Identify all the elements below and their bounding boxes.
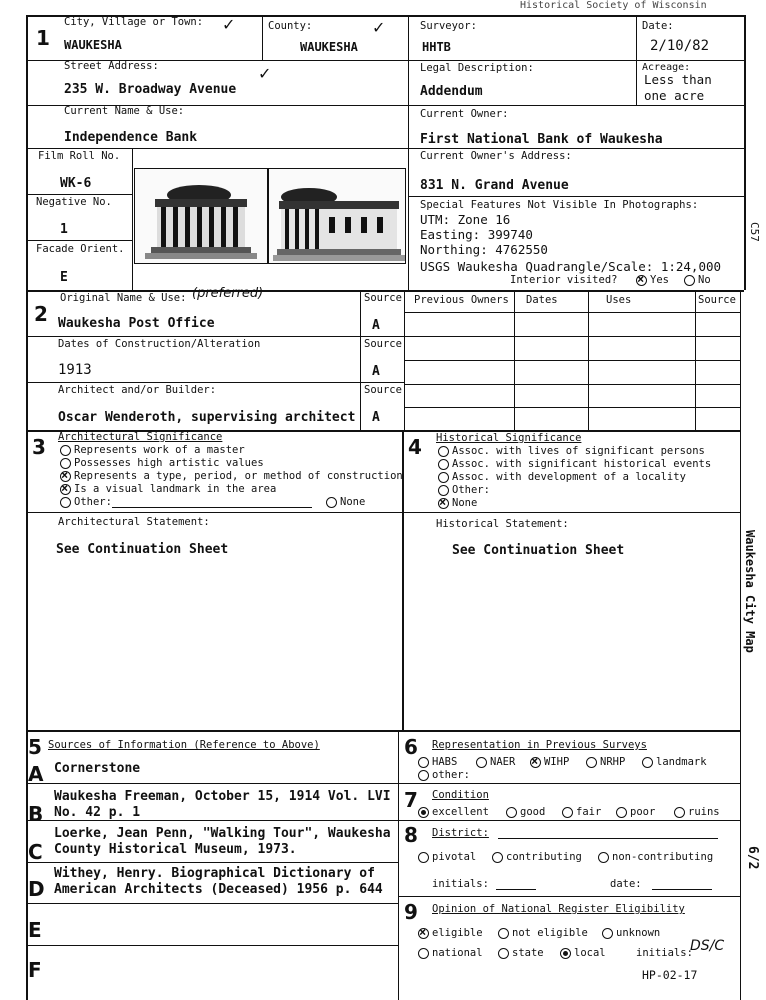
side-map-label: Waukesha City Map	[743, 530, 757, 653]
s1-row4	[408, 196, 744, 197]
radio-empty-icon	[60, 445, 71, 456]
s2-grid-r2	[404, 336, 740, 337]
eligibility-state-label: state	[512, 947, 544, 959]
eligibility-title: Opinion of National Register Eligibility	[432, 903, 685, 915]
condition-ruins-label: ruins	[688, 806, 720, 818]
arch-opt-master[interactable]	[60, 444, 245, 456]
section-2-number: 2	[34, 302, 48, 326]
condition-fair-label: fair	[576, 806, 602, 818]
eligibility-initials-value: DS/C	[690, 938, 725, 954]
orig-value: Waukesha Post Office	[58, 316, 215, 331]
arch-opt-none-label: None	[340, 496, 366, 508]
radio-empty-icon	[438, 472, 449, 483]
survey-naer[interactable]	[476, 756, 515, 768]
survey-habs[interactable]	[418, 756, 457, 768]
radio-empty-icon	[492, 852, 503, 863]
hist-opt-none[interactable]	[438, 497, 477, 509]
arch-statement-value: See Continuation Sheet	[56, 542, 229, 557]
arch-opt-other-label: Other:	[74, 496, 112, 508]
section-3-number: 3	[32, 435, 46, 459]
s6-bottom	[398, 783, 740, 784]
date-value: 2/10/82	[650, 38, 710, 54]
radio-checked-icon	[438, 498, 449, 509]
owner-addr-label: Current Owner's Address:	[420, 150, 572, 162]
survey-landmark[interactable]	[642, 756, 707, 768]
current-name-label: Current Name & Use:	[64, 105, 185, 117]
survey-landmark-label: landmark	[656, 756, 707, 768]
dates-source-value: A	[372, 364, 380, 379]
street-label: Street Address:	[64, 60, 159, 72]
prev-owners-header: Previous Owners	[414, 294, 509, 306]
hist-opt-events-label: Assoc. with significant historical events	[452, 458, 712, 470]
district-pivotal[interactable]	[418, 851, 476, 863]
interior-yes-option[interactable]	[636, 274, 669, 286]
acreage-line-1: Less than	[644, 72, 712, 87]
survey-habs-label: HABS	[432, 756, 458, 768]
eligibility-eligible-label: eligible	[432, 927, 483, 939]
neg-label: Negative No.	[36, 196, 112, 208]
owner-label: Current Owner:	[420, 108, 509, 120]
owner-value: First National Bank of Waukesha	[420, 132, 663, 147]
eligibility-local-label: local	[574, 947, 606, 959]
arch-opt-landmark[interactable]	[60, 483, 276, 495]
district-line	[498, 838, 718, 839]
radio-empty-icon	[476, 757, 487, 768]
s2-grid-r1	[404, 312, 740, 313]
section-5-number: 5	[28, 735, 42, 759]
radio-empty-icon	[562, 807, 573, 818]
condition-fair[interactable]	[562, 806, 601, 818]
s5-row-b	[26, 820, 398, 821]
s4-right-edge	[740, 430, 741, 730]
radio-empty-icon	[418, 757, 429, 768]
source-d-letter: D	[28, 877, 45, 901]
s1-film-col	[132, 148, 133, 290]
radio-empty-icon	[438, 459, 449, 470]
s2-grid-r5	[404, 407, 740, 408]
section-9-number: 9	[404, 900, 418, 924]
street-value: 235 W. Broadway Avenue	[64, 82, 237, 97]
section-6-number: 6	[404, 735, 418, 759]
preferred-annotation: (preferred)	[192, 286, 264, 301]
radio-empty-icon	[326, 497, 337, 508]
arch-value: Oscar Wenderoth, supervising architect	[58, 410, 356, 425]
check-mark-icon: ✓	[372, 18, 386, 37]
radio-empty-icon	[598, 852, 609, 863]
district-date-line	[652, 889, 712, 890]
dates-value: 1913	[58, 362, 92, 378]
radio-empty-icon	[60, 497, 71, 508]
side-mark: C57	[748, 222, 761, 242]
source-d-line-2: American Architects (Deceased) 1956 p. 644	[54, 882, 383, 897]
district-date-label: date:	[610, 878, 642, 890]
survey-other[interactable]	[418, 769, 470, 781]
radio-checked-icon	[60, 484, 71, 495]
s8-bottom	[398, 896, 740, 897]
district-contributing-label: contributing	[506, 851, 582, 863]
s1-row3	[26, 148, 744, 149]
interior-label: Interior visited?	[510, 274, 618, 286]
eligibility-national[interactable]	[418, 947, 483, 959]
s1-film-row2	[26, 240, 132, 241]
source-d-line-1: Withey, Henry. Biographical Dictionary of	[54, 866, 375, 881]
source-c-line-2: County Historical Museum, 1973.	[54, 842, 297, 857]
hist-opt-none-label: None	[452, 497, 478, 509]
radio-empty-icon	[602, 928, 613, 939]
arch-opt-landmark-label: Is a visual landmark in the area	[74, 483, 277, 495]
s7-bottom	[398, 820, 740, 821]
eligibility-state[interactable]	[498, 947, 544, 959]
s1-divider-county	[262, 15, 263, 60]
city-value: WAUKESHA	[64, 38, 122, 52]
condition-excellent[interactable]	[418, 806, 489, 818]
current-name-value: Independence Bank	[64, 130, 198, 145]
s2-row1	[26, 336, 404, 337]
interior-no-label: No	[698, 274, 711, 286]
s59-right-edge	[740, 730, 741, 1000]
source-f-letter: F	[28, 958, 42, 982]
hist-opt-persons[interactable]	[438, 445, 705, 457]
eligibility-unknown[interactable]	[602, 927, 660, 939]
check-mark-icon: ✓	[222, 15, 236, 34]
hist-significance-title: Historical Significance	[436, 432, 582, 444]
arch-opt-type[interactable]	[60, 470, 403, 482]
radio-empty-icon	[438, 446, 449, 457]
survey-nrhp-label: NRHP	[600, 756, 626, 768]
radio-empty-icon	[418, 852, 429, 863]
radio-checked-icon	[636, 275, 647, 286]
arch-opt-type-label: Represents a type, period, or method of construction	[74, 470, 403, 482]
frame-right	[744, 15, 746, 290]
header-fragment: Historical Society of Wisconsin	[520, 0, 707, 11]
surveyor-value: HHTB	[422, 40, 451, 54]
survey-wihp[interactable]	[530, 756, 569, 768]
interior-no-option[interactable]	[684, 274, 711, 286]
arch-source-value: A	[372, 410, 380, 425]
condition-good-label: good	[520, 806, 546, 818]
sources-title: Sources of Information (Reference to Above)	[48, 739, 320, 751]
acreage-label: Acreage:	[642, 62, 691, 73]
survey-other-label: other:	[432, 769, 470, 781]
s5-row-d	[26, 903, 398, 904]
city-label: City, Village or Town:	[64, 16, 204, 28]
hist-opt-events[interactable]	[438, 458, 711, 470]
s2-source-col	[360, 290, 361, 430]
check-mark-icon: ✓	[258, 64, 272, 83]
radio-checked-icon	[530, 757, 541, 768]
radio-empty-icon	[418, 770, 429, 781]
eligibility-not-eligible[interactable]	[498, 927, 588, 939]
s59-divider	[398, 730, 399, 1000]
northing-value: Northing: 4762550	[420, 242, 548, 257]
district-noncontributing[interactable]	[598, 851, 713, 863]
county-label: County:	[268, 20, 313, 32]
radio-empty-icon	[418, 948, 429, 959]
radio-empty-icon	[616, 807, 627, 818]
arch-opt-artistic-label: Possesses high artistic values	[74, 457, 264, 469]
source-a-value: Cornerstone	[54, 761, 141, 776]
s1-divider-mid	[408, 15, 409, 290]
dates-label: Dates of Construction/Alteration	[58, 338, 261, 350]
film-label: Film Roll No.	[38, 150, 121, 162]
source-c-line-1: Loerke, Jean Penn, "Walking Tour", Waukesha	[54, 826, 391, 841]
arch-opt-other[interactable]	[60, 496, 112, 508]
arch-opt-master-label: Represents work of a master	[74, 444, 245, 456]
eligibility-local[interactable]	[560, 947, 606, 959]
s1-film-row1	[26, 194, 132, 195]
legal-label: Legal Description:	[420, 62, 534, 74]
orig-source-label: Source	[364, 292, 402, 304]
arch-other-line	[112, 507, 312, 508]
source-c-letter: C	[28, 840, 43, 864]
facade-value: E	[60, 270, 68, 285]
uses-header: Uses	[606, 294, 632, 306]
arch-significance-title: Architectural Significance	[58, 431, 223, 443]
s2-right-edge	[740, 290, 741, 430]
dates-header: Dates	[526, 294, 558, 306]
surveyor-label: Surveyor:	[420, 20, 477, 32]
s5-top	[26, 730, 740, 732]
source-b-line-2: No. 42 p. 1	[54, 805, 141, 820]
neg-value: 1	[60, 222, 68, 237]
hist-opt-locality-label: Assoc. with development of a locality	[452, 471, 686, 483]
county-value: WAUKESHA	[300, 40, 358, 54]
special-label: Special Features Not Visible In Photographs:	[420, 199, 699, 211]
owner-addr-value: 831 N. Grand Avenue	[420, 178, 569, 193]
building-photo-front	[134, 168, 268, 264]
surveys-title: Representation in Previous Surveys	[432, 739, 647, 751]
radio-checked-icon	[560, 948, 571, 959]
condition-title: Condition	[432, 789, 489, 801]
arch-opt-artistic[interactable]	[60, 457, 264, 469]
s2-row2	[26, 382, 404, 383]
eligibility-not-eligible-label: not eligible	[512, 927, 588, 939]
eligibility-eligible[interactable]	[418, 927, 483, 939]
eligibility-national-label: national	[432, 947, 483, 959]
section-8-number: 8	[404, 823, 418, 847]
radio-empty-icon	[684, 275, 695, 286]
radio-checked-icon	[418, 928, 429, 939]
survey-nrhp[interactable]	[586, 756, 625, 768]
survey-wihp-label: WIHP	[544, 756, 570, 768]
arch-statement-label: Architectural Statement:	[58, 516, 210, 528]
hist-opt-persons-label: Assoc. with lives of significant persons	[452, 445, 705, 457]
section-4-number: 4	[408, 435, 422, 459]
hist-statement-value: See Continuation Sheet	[452, 543, 625, 558]
source-a-letter: A	[28, 762, 44, 786]
district-title: District:	[432, 827, 489, 839]
s5-row-c	[26, 862, 398, 863]
eligibility-unknown-label: unknown	[616, 927, 661, 939]
district-noncontributing-label: non-contributing	[612, 851, 714, 863]
s2-grid-r3	[404, 360, 740, 361]
condition-poor[interactable]	[616, 806, 655, 818]
building-photo-side	[268, 168, 406, 264]
source-b-letter: B	[28, 802, 44, 826]
source-header: Source	[698, 294, 736, 306]
condition-excellent-label: excellent	[432, 806, 489, 818]
district-pivotal-label: pivotal	[432, 851, 477, 863]
district-contributing[interactable]	[492, 851, 582, 863]
building-photo-side-image	[269, 169, 406, 264]
legal-value: Addendum	[420, 84, 483, 99]
interior-yes-label: Yes	[650, 274, 669, 286]
condition-good[interactable]	[506, 806, 545, 818]
survey-naer-label: NAER	[490, 756, 516, 768]
acreage-line-2: one acre	[644, 88, 705, 103]
radio-empty-icon	[586, 757, 597, 768]
arch-label: Architect and/or Builder:	[58, 384, 217, 396]
film-value: WK-6	[60, 176, 92, 191]
utm-value: UTM: Zone 16	[420, 212, 511, 227]
condition-poor-label: poor	[630, 806, 656, 818]
radio-empty-icon	[498, 928, 509, 939]
s3-statement-line	[26, 512, 740, 513]
section-1-number: 1	[36, 26, 50, 50]
hist-statement-label: Historical Statement:	[436, 518, 569, 530]
facade-label: Facade Orient.	[36, 243, 125, 255]
district-initials-line	[496, 889, 536, 890]
arch-opt-none[interactable]	[326, 496, 365, 508]
orig-label: Original Name & Use:	[60, 292, 187, 304]
radio-empty-icon	[642, 757, 653, 768]
side-page-number: 6/2	[745, 846, 760, 870]
eligibility-initials-label: initials:	[636, 947, 693, 959]
hist-opt-other-label: Other:	[452, 484, 490, 496]
s2-grid-r4	[404, 384, 740, 385]
arch-source-label: Source	[364, 384, 402, 396]
radio-empty-icon	[674, 807, 685, 818]
easting-value: Easting: 399740	[420, 227, 533, 242]
hist-opt-locality[interactable]	[438, 471, 686, 483]
radio-checked-icon	[418, 807, 429, 818]
source-e-letter: E	[28, 918, 42, 942]
s5-row-a	[26, 783, 398, 784]
radio-empty-icon	[506, 807, 517, 818]
orig-source-value: A	[372, 318, 380, 333]
date-label: Date:	[642, 20, 674, 32]
building-photo-front-image	[135, 169, 268, 264]
district-initials-label: initials:	[432, 878, 489, 890]
s5-row-e	[26, 945, 398, 946]
form-code: HP-02-17	[642, 968, 698, 982]
section-7-number: 7	[404, 788, 418, 812]
source-b-line-1: Waukesha Freeman, October 15, 1914 Vol. LVI	[54, 789, 391, 804]
usgs-value: USGS Waukesha Quadrangle/Scale: 1:24,000	[420, 259, 722, 274]
radio-empty-icon	[498, 948, 509, 959]
dates-source-label: Source	[364, 338, 402, 350]
condition-ruins[interactable]	[674, 806, 720, 818]
